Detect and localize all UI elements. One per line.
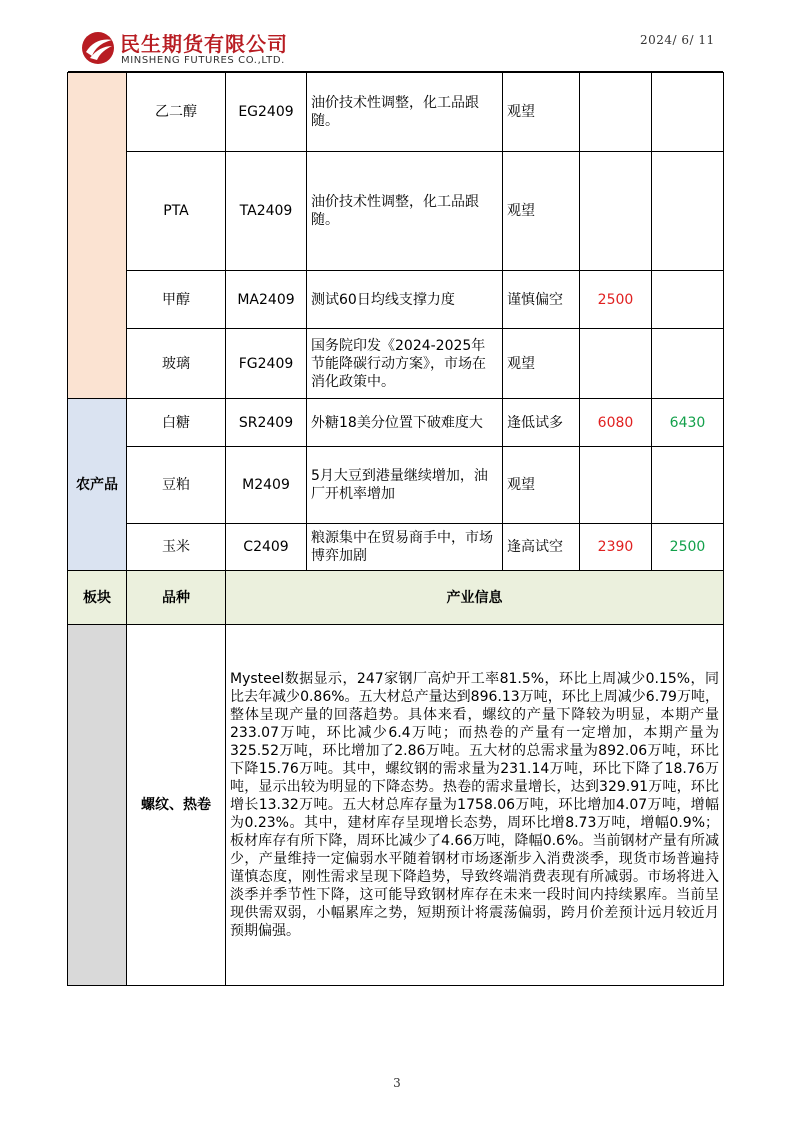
minsheng-logo-icon	[80, 30, 116, 66]
contract-cell: TA2409	[226, 152, 307, 271]
entry-price-cell: 6080	[580, 399, 652, 447]
contract-cell: C2409	[226, 524, 307, 571]
entry-price-cell	[580, 447, 652, 524]
industry-row	[68, 625, 724, 986]
product-cell: 玉米	[127, 524, 226, 571]
table-row	[68, 524, 724, 571]
logic-cell: 测试60日均线支撑力度	[307, 271, 503, 329]
entry-price-cell: 2390	[580, 524, 652, 571]
table-row	[68, 329, 724, 399]
report-table	[67, 72, 724, 986]
target-price-cell: 6430	[652, 399, 724, 447]
contract-cell: EG2409	[226, 73, 307, 152]
view-cell: 观望	[503, 447, 580, 524]
table-row	[68, 73, 724, 152]
view-cell: 逢高试空	[503, 524, 580, 571]
logic-cell: 粮源集中在贸易商手中，市场博弈加剧	[307, 524, 503, 571]
entry-price-cell	[580, 152, 652, 271]
view-cell: 观望	[503, 329, 580, 399]
table-row	[68, 399, 724, 447]
header-info: 产业信息	[226, 571, 724, 625]
product-cell: 乙二醇	[127, 73, 226, 152]
target-price-cell	[652, 447, 724, 524]
entry-price-cell	[580, 73, 652, 152]
chem-sector-cell	[68, 73, 127, 399]
product-cell: PTA	[127, 152, 226, 271]
header-product: 品种	[127, 571, 226, 625]
company-name-en: MINSHENG FUTURES CO.,LTD.	[121, 55, 285, 66]
entry-price-cell: 2500	[580, 271, 652, 329]
view-cell: 观望	[503, 73, 580, 152]
contract-cell: FG2409	[226, 329, 307, 399]
logic-cell: 油价技术性调整，化工品跟随。	[307, 73, 503, 152]
view-cell: 谨慎偏空	[503, 271, 580, 329]
industry-sector-cell	[68, 625, 127, 986]
product-cell: 玻璃	[127, 329, 226, 399]
target-price-cell	[652, 271, 724, 329]
industry-info-cell: Mysteel数据显示，247家钢厂高炉开工率81.5%，环比上周减少0.15%，同比去年减少0.86%。五大材总产量达到896.13万吨，环比上周减少6.79万吨，整体呈现产量的回落趋势。具体来看，螺纹的产量下降较为明显，本期产量233.07万吨，环比减少6.4万吨；而热卷的产量有一定增加，本期产量为325.52万吨，环比增加了2.86万吨。五大材的总需求量为892.06万吨，环比下降15.76万吨。其中，螺纹钢的需求量为231.14万吨，环比下降了18.76万吨，显示出较为明显的下降态势。热卷的需求量增长，达到329.91万吨，环比增长13.32万吨。五大材总库存量为1758.06万吨，环比增加4.07万吨，增幅为0.23%。其中，建材库存呈现增长态势，周环比增8.73万吨，增幅0.9%；板材库存有所下降，周环比减少了4.66万吨，降幅0.6%。当前钢材产量有所减少，产量维持一定偏弱水平随着钢材市场逐渐步入消费淡季，现货市场普遍持谨慎态度，刚性需求呈现下降趋势，导致终端消费表现有所减弱。市场将进入淡季并季节性下降，这可能导致钢材库存在未来一段时间内持续累库。当前呈现供需双弱，小幅累库之势，短期预计将震荡偏弱，跨月价差预计远月较近月预期偏强。	[226, 625, 724, 986]
entry-price-cell	[580, 329, 652, 399]
report-date: 2024/ 6/ 11	[640, 33, 715, 47]
target-price-cell: 2500	[652, 524, 724, 571]
page-number: 3	[393, 1076, 401, 1090]
target-price-cell	[652, 152, 724, 271]
logic-cell: 5月大豆到港量继续增加，油厂开机率增加	[307, 447, 503, 524]
product-cell: 甲醇	[127, 271, 226, 329]
industry-header-row	[68, 571, 724, 625]
contract-cell: SR2409	[226, 399, 307, 447]
product-cell: 白糖	[127, 399, 226, 447]
header-sector: 板块	[68, 571, 127, 625]
target-price-cell	[652, 73, 724, 152]
table-row	[68, 271, 724, 329]
table-row	[68, 447, 724, 524]
contract-cell: MA2409	[226, 271, 307, 329]
company-name-cn: 民生期货有限公司	[120, 32, 288, 56]
view-cell: 观望	[503, 152, 580, 271]
page-header	[0, 0, 794, 72]
logic-cell: 外糖18美分位置下破难度大	[307, 399, 503, 447]
agri-sector-cell: 农产品	[68, 399, 127, 571]
logic-cell: 油价技术性调整，化工品跟随。	[307, 152, 503, 271]
logic-cell: 国务院印发《2024-2025年节能降碳行动方案》，市场在消化政策中。	[307, 329, 503, 399]
target-price-cell	[652, 329, 724, 399]
table-row	[68, 152, 724, 271]
view-cell: 逢低试多	[503, 399, 580, 447]
contract-cell: M2409	[226, 447, 307, 524]
industry-product-cell: 螺纹、热卷	[127, 625, 226, 986]
product-cell: 豆粕	[127, 447, 226, 524]
